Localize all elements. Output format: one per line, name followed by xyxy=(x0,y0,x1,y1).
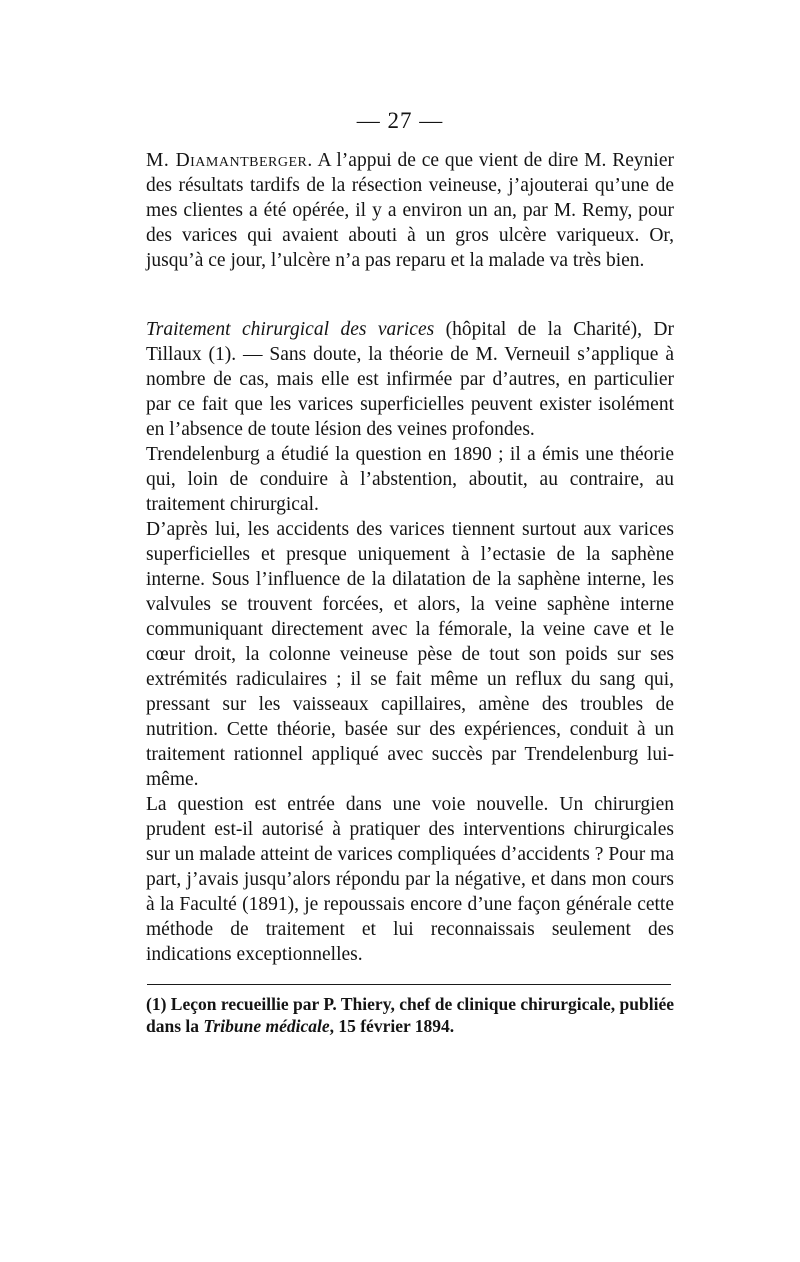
footnote-tail: , 15 février 1894. xyxy=(329,1016,455,1036)
footnote-rule xyxy=(147,984,671,985)
paragraph-3: Trendelenburg a étudié la question en 1890 ; il a émis une théorie qui, loin de conduire à l’abstention, aboutit, au contraire, au traitement chirurgical. xyxy=(146,444,674,515)
paragraph-4: D’après lui, les accidents des varices tiennent surtout aux varices superficielles et presque uniquement à l’ectasie de la saphène interne. Sous l’influence de la dilatation de la saphène interne, les valvules se trouvent forcées, et alors, la veine saphène interne communiquant directement avec la fémorale, la veine cave et le cœur droit, la colonne veineuse pèse de tout son poids sur ses extrémités radiculaires ; il se fait même un reflux du sang qui, pressant sur les vaisseaux capillaires, amène des troubles de nutrition. Cette théorie, basée sur des expériences, conduit à un traitement rationnel appliqué avec succès par Trendelenburg lui-même. xyxy=(146,519,674,790)
main-text xyxy=(146,317,674,967)
footnote xyxy=(146,993,674,1037)
paragraph-1 xyxy=(146,148,674,273)
page-number: — 27 — xyxy=(356,108,444,133)
paragraph-1-text: A l’appui de ce que vient de dire M. Reynier des résultats tardifs de la résection veineuse, j’ajouterai qu’une de mes clientes a été opérée, il y a environ un an, par M. Remy, pour des varices qui avaient abouti à un gros ulcère variqueux. Or, jusqu’à ce jour, l’ulcère n’a pas reparu et la malade va très bien. xyxy=(146,150,674,271)
footnote-lead: (1) Leçon recueillie par P. Thiery, chef de clinique chirurgicale, publiée dans la xyxy=(146,994,674,1036)
footnote-text xyxy=(146,993,674,1037)
footnote-journal: Tribune médicale xyxy=(203,1016,330,1036)
paragraph-2 xyxy=(146,317,674,442)
paragraph-5: La question est entrée dans une voie nouvelle. Un chirurgien prudent est-il autorisé à pratiquer des interventions chirurgicales sur un malade atteint de varices compliquées d’accidents ? Pour ma part, j’avais jusqu’alors répondu par la négative, et dans mon cours à la Faculté (1891), je repoussais encore d’une façon générale cette méthode de traitement et lui reconnaissais seulement des indications exceptionnelles. xyxy=(146,794,674,965)
paragraph-2-text: (hôpital de la Charité), Dr Tillaux (1). — Sans doute, la théorie de M. Verneuil s’applique à nombre de cas, mais elle est infirmée par d’autres, en particulier par ce fait que les varices superficielles peuvent exister isolément en l’absence de toute lésion des veines profondes. xyxy=(146,319,674,440)
speaker-name: M. Diamantberger. xyxy=(146,150,313,171)
paragraph-diamantberger xyxy=(146,148,674,273)
section-title: Traitement chirurgical des varices xyxy=(146,319,435,340)
